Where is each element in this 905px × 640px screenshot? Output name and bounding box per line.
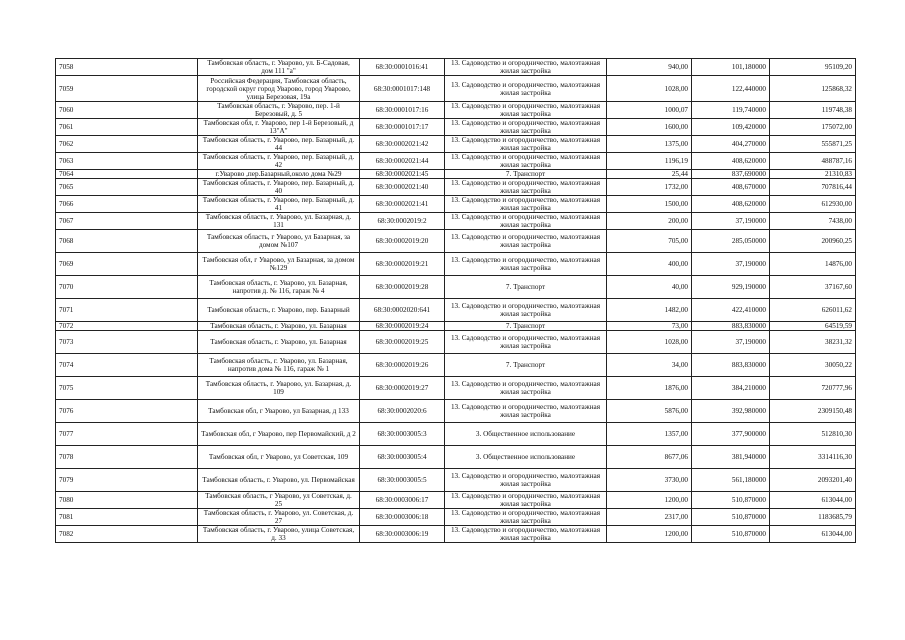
cadastral-number-cell: 68:30:0001017:148 <box>360 76 445 102</box>
row-number: 7082 <box>56 526 198 543</box>
cadastral-value-cell: 64519,59 <box>770 322 856 331</box>
land-use-cell: 13. Садоводство и огородничество, малоэтажная жилая застройка <box>445 153 607 170</box>
cadastral-number-cell: 68:30:0001017:16 <box>360 102 445 119</box>
cadastral-number-cell: 68:30:0003005:3 <box>360 423 445 446</box>
area-cell: 1375,00 <box>607 136 692 153</box>
row-number: 7079 <box>56 469 198 492</box>
cadastral-number-cell: 68:30:0003005:4 <box>360 446 445 469</box>
specific-value-cell: 408,670000 <box>692 179 770 196</box>
specific-value-cell: 37,190000 <box>692 331 770 354</box>
address-cell: Тамбовская область, г. Уварово, ул. Базарная, напротив дома № 116, гараж № 1 <box>198 354 360 377</box>
address-cell: Тамбовская область, г. Уварово, пер. Базарный, д. 41 <box>198 196 360 213</box>
land-use-cell: 13. Садоводство и огородничество, малоэтажная жилая застройка <box>445 253 607 276</box>
row-number: 7073 <box>56 331 198 354</box>
row-number: 7074 <box>56 354 198 377</box>
specific-value-cell: 561,180000 <box>692 469 770 492</box>
area-cell: 1200,00 <box>607 526 692 543</box>
cadastral-value-cell: 1183685,79 <box>770 509 856 526</box>
row-number: 7081 <box>56 509 198 526</box>
cadastral-number-cell: 68:30:0002019:28 <box>360 276 445 299</box>
area-cell: 400,00 <box>607 253 692 276</box>
land-use-cell: 13. Садоводство и огородничество, малоэтажная жилая застройка <box>445 59 607 76</box>
address-cell: Тамбовская область, г. Уварово, ул. Базарная <box>198 331 360 354</box>
cadastral-number-cell: 68:30:0003006:17 <box>360 492 445 509</box>
land-use-cell: 13. Садоводство и огородничество, малоэтажная жилая застройка <box>445 377 607 400</box>
land-use-cell: 13. Садоводство и огородничество, малоэтажная жилая застройка <box>445 196 607 213</box>
cadastral-value-cell: 2309150,48 <box>770 400 856 423</box>
table-row <box>56 423 856 446</box>
land-use-cell: 13. Садоводство и огородничество, малоэтажная жилая застройка <box>445 492 607 509</box>
table-row <box>56 276 856 299</box>
cadastral-value-cell: 30050,22 <box>770 354 856 377</box>
cadastral-number-cell: 68:30:0002021:45 <box>360 170 445 179</box>
specific-value-cell: 122,440000 <box>692 76 770 102</box>
address-cell: Тамбовская область, г Уварово, ул Советская, д. 25 <box>198 492 360 509</box>
area-cell: 1482,00 <box>607 299 692 322</box>
table-row <box>56 446 856 469</box>
address-cell: Тамбовская область, г. Уварово, пер. Базарный, д. 40 <box>198 179 360 196</box>
specific-value-cell: 381,940000 <box>692 446 770 469</box>
table-row <box>56 136 856 153</box>
cadastral-value-cell: 2093201,40 <box>770 469 856 492</box>
cadastral-value-cell: 612930,00 <box>770 196 856 213</box>
address-cell: Тамбовская область, г. Уварово, улица Советская, д. 33 <box>198 526 360 543</box>
specific-value-cell: 510,870000 <box>692 492 770 509</box>
cadastral-value-cell: 720777,96 <box>770 377 856 400</box>
cadastral-number-cell: 68:30:0002019:2 <box>360 213 445 230</box>
cadastral-number-cell: 68:30:0002020:641 <box>360 299 445 322</box>
area-cell: 1028,00 <box>607 76 692 102</box>
cadastral-number-cell: 68:30:0002019:26 <box>360 354 445 377</box>
cadastral-value-cell: 3314116,30 <box>770 446 856 469</box>
table-row <box>56 509 856 526</box>
cadastral-number-cell: 68:30:0002019:25 <box>360 331 445 354</box>
specific-value-cell: 408,620000 <box>692 196 770 213</box>
table-row <box>56 153 856 170</box>
row-number: 7069 <box>56 253 198 276</box>
cadastral-value-cell: 707816,44 <box>770 179 856 196</box>
cadastral-value-cell: 21310,83 <box>770 170 856 179</box>
row-number: 7065 <box>56 179 198 196</box>
address-cell: Тамбовская область, г. Уварово, ул. Первомайская <box>198 469 360 492</box>
table-row <box>56 253 856 276</box>
area-cell: 1732,00 <box>607 179 692 196</box>
cadastral-number-cell: 68:30:0002019:27 <box>360 377 445 400</box>
table-row <box>56 322 856 331</box>
address-cell: Тамбовская область, г. Уварово, пер. Базарный, д. 42 <box>198 153 360 170</box>
row-number: 7075 <box>56 377 198 400</box>
specific-value-cell: 37,190000 <box>692 253 770 276</box>
address-cell: Тамбовская область, г. Уварово, ул. Советская, д. 27 <box>198 509 360 526</box>
specific-value-cell: 392,980000 <box>692 400 770 423</box>
specific-value-cell: 883,830000 <box>692 354 770 377</box>
area-cell: 1200,00 <box>607 492 692 509</box>
land-use-cell: 13. Садоводство и огородничество, малоэтажная жилая застройка <box>445 509 607 526</box>
land-use-cell: 13. Садоводство и огородничество, малоэтажная жилая застройка <box>445 299 607 322</box>
table-row <box>56 119 856 136</box>
cadastral-value-cell: 175072,00 <box>770 119 856 136</box>
area-cell: 25,44 <box>607 170 692 179</box>
land-use-cell: 7. Транспорт <box>445 170 607 179</box>
cadastral-number-cell: 68:30:0002021:42 <box>360 136 445 153</box>
area-cell: 5876,00 <box>607 400 692 423</box>
land-use-cell: 13. Садоводство и огородничество, малоэтажная жилая застройка <box>445 230 607 253</box>
cadastral-value-cell: 555871,25 <box>770 136 856 153</box>
cadastral-value-cell: 119748,38 <box>770 102 856 119</box>
cadastral-number-cell: 68:30:0002021:41 <box>360 196 445 213</box>
row-number: 7080 <box>56 492 198 509</box>
cadastral-value-cell: 14876,00 <box>770 253 856 276</box>
area-cell: 1000,07 <box>607 102 692 119</box>
land-use-cell: 13. Садоводство и огородничество, малоэтажная жилая застройка <box>445 213 607 230</box>
land-use-cell: 13. Садоводство и огородничество, малоэтажная жилая застройка <box>445 469 607 492</box>
address-cell: Тамбовская область, г. Уварово, ул. Б-Садовая, дом 111 "а" <box>198 59 360 76</box>
row-number: 7063 <box>56 153 198 170</box>
address-cell: Российская Федерация, Тамбовская область, городской округ город Уварово, город Уварово, улица Березовая, 19а <box>198 76 360 102</box>
row-number: 7078 <box>56 446 198 469</box>
specific-value-cell: 101,180000 <box>692 59 770 76</box>
table-row <box>56 213 856 230</box>
table-row <box>56 76 856 102</box>
parcel-table <box>55 58 856 543</box>
specific-value-cell: 510,870000 <box>692 509 770 526</box>
cadastral-number-cell: 68:30:0002021:44 <box>360 153 445 170</box>
specific-value-cell: 510,870000 <box>692 526 770 543</box>
table-row <box>56 400 856 423</box>
row-number: 7058 <box>56 59 198 76</box>
cadastral-number-cell: 68:30:0003005:5 <box>360 469 445 492</box>
row-number: 7076 <box>56 400 198 423</box>
row-number: 7060 <box>56 102 198 119</box>
table-row <box>56 354 856 377</box>
address-cell: Тамбовская область, г. Уварово, ул. Базарная, д. 109 <box>198 377 360 400</box>
land-use-cell: 7. Транспорт <box>445 354 607 377</box>
area-cell: 1028,00 <box>607 331 692 354</box>
land-use-cell: 13. Садоводство и огородничество, малоэтажная жилая застройка <box>445 76 607 102</box>
table-row <box>56 59 856 76</box>
row-number: 7059 <box>56 76 198 102</box>
address-cell: Тамбовская область, г. Уварово, ул. Базарная, д. 131 <box>198 213 360 230</box>
land-use-cell: 7. Транспорт <box>445 276 607 299</box>
row-number: 7070 <box>56 276 198 299</box>
area-cell: 705,00 <box>607 230 692 253</box>
area-cell: 940,00 <box>607 59 692 76</box>
address-cell: Тамбовская обл, г Уварово, ул Базарная, за домом №129 <box>198 253 360 276</box>
specific-value-cell: 883,830000 <box>692 322 770 331</box>
cadastral-number-cell: 68:30:0001017:17 <box>360 119 445 136</box>
cadastral-value-cell: 200960,25 <box>770 230 856 253</box>
row-number: 7067 <box>56 213 198 230</box>
address-cell: Тамбовская область, г Уварово, ул Базарная, за домом №107 <box>198 230 360 253</box>
table-row <box>56 299 856 322</box>
land-use-cell: 13. Садоводство и огородничество, малоэтажная жилая застройка <box>445 179 607 196</box>
document-page <box>55 58 855 543</box>
cadastral-value-cell: 512810,30 <box>770 423 856 446</box>
cadastral-number-cell: 68:30:0002021:40 <box>360 179 445 196</box>
cadastral-number-cell: 68:30:0002019:21 <box>360 253 445 276</box>
area-cell: 1600,00 <box>607 119 692 136</box>
cadastral-value-cell: 613044,00 <box>770 526 856 543</box>
cadastral-value-cell: 613044,00 <box>770 492 856 509</box>
table-row <box>56 170 856 179</box>
address-cell: Тамбовская область, г. Уварово, пер. Базарный, д. 44 <box>198 136 360 153</box>
table-row <box>56 377 856 400</box>
row-number: 7068 <box>56 230 198 253</box>
land-use-cell: 13. Садоводство и огородничество, малоэтажная жилая застройка <box>445 136 607 153</box>
cadastral-value-cell: 38231,32 <box>770 331 856 354</box>
table-row <box>56 230 856 253</box>
cadastral-number-cell: 68:30:0003006:19 <box>360 526 445 543</box>
specific-value-cell: 37,190000 <box>692 213 770 230</box>
land-use-cell: 3. Общественное использование <box>445 446 607 469</box>
land-use-cell: 13. Садоводство и огородничество, малоэтажная жилая застройка <box>445 119 607 136</box>
area-cell: 1876,00 <box>607 377 692 400</box>
specific-value-cell: 408,620000 <box>692 153 770 170</box>
cadastral-number-cell: 68:30:0002019:20 <box>360 230 445 253</box>
specific-value-cell: 377,900000 <box>692 423 770 446</box>
table-row <box>56 102 856 119</box>
area-cell: 3730,00 <box>607 469 692 492</box>
address-cell: Тамбовская область, г. Уварово, ул. Базарная <box>198 322 360 331</box>
cadastral-value-cell: 37167,60 <box>770 276 856 299</box>
table-row <box>56 469 856 492</box>
table-row <box>56 179 856 196</box>
table-row <box>56 196 856 213</box>
specific-value-cell: 384,210000 <box>692 377 770 400</box>
land-use-cell: 13. Садоводство и огородничество, малоэтажная жилая застройка <box>445 400 607 423</box>
address-cell: Тамбовская область, г. Уварово, пер. 1-й Березовый, д. 5 <box>198 102 360 119</box>
specific-value-cell: 837,690000 <box>692 170 770 179</box>
row-number: 7071 <box>56 299 198 322</box>
land-use-cell: 13. Садоводство и огородничество, малоэтажная жилая застройка <box>445 331 607 354</box>
cadastral-number-cell: 68:30:0001016:41 <box>360 59 445 76</box>
address-cell: Тамбовская обл, г Уварово, ул Советская, 109 <box>198 446 360 469</box>
land-use-cell: 3. Общественное использование <box>445 423 607 446</box>
address-cell: Тамбовская область, г. Уварово, пер. Базарный <box>198 299 360 322</box>
row-number: 7077 <box>56 423 198 446</box>
area-cell: 1357,00 <box>607 423 692 446</box>
land-use-cell: 13. Садоводство и огородничество, малоэтажная жилая застройка <box>445 526 607 543</box>
land-use-cell: 7. Транспорт <box>445 322 607 331</box>
area-cell: 2317,00 <box>607 509 692 526</box>
area-cell: 40,00 <box>607 276 692 299</box>
cadastral-value-cell: 95109,20 <box>770 59 856 76</box>
specific-value-cell: 285,050000 <box>692 230 770 253</box>
address-cell: Тамбовская область, г. Уварово, ул. Базарная, напротив д. № 116, гараж № 4 <box>198 276 360 299</box>
cadastral-value-cell: 488787,16 <box>770 153 856 170</box>
cadastral-value-cell: 626011,62 <box>770 299 856 322</box>
area-cell: 1500,00 <box>607 196 692 213</box>
area-cell: 8677,06 <box>607 446 692 469</box>
area-cell: 1196,19 <box>607 153 692 170</box>
address-cell: Тамбовская обл, г Уварово, ул Базарная, д 133 <box>198 400 360 423</box>
cadastral-number-cell: 68:30:0002019:24 <box>360 322 445 331</box>
cadastral-number-cell: 68:30:0003006:18 <box>360 509 445 526</box>
row-number: 7062 <box>56 136 198 153</box>
row-number: 7072 <box>56 322 198 331</box>
specific-value-cell: 929,190000 <box>692 276 770 299</box>
specific-value-cell: 404,270000 <box>692 136 770 153</box>
table-row <box>56 526 856 543</box>
land-use-cell: 13. Садоводство и огородничество, малоэтажная жилая застройка <box>445 102 607 119</box>
address-cell: г.Уварово ,пер.Базарный,около дома №29 <box>198 170 360 179</box>
address-cell: Тамбовская обл, г Уварово, пер Первомайский, д 2 <box>198 423 360 446</box>
area-cell: 34,00 <box>607 354 692 377</box>
specific-value-cell: 422,410000 <box>692 299 770 322</box>
specific-value-cell: 119,740000 <box>692 102 770 119</box>
cadastral-value-cell: 7438,00 <box>770 213 856 230</box>
specific-value-cell: 109,420000 <box>692 119 770 136</box>
cadastral-value-cell: 125868,32 <box>770 76 856 102</box>
area-cell: 73,00 <box>607 322 692 331</box>
table-row <box>56 492 856 509</box>
row-number: 7064 <box>56 170 198 179</box>
cadastral-number-cell: 68:30:0002020:6 <box>360 400 445 423</box>
address-cell: Тамбовская обл, г. Уварово, пер 1-й Березовый, д 13"А" <box>198 119 360 136</box>
table-row <box>56 331 856 354</box>
row-number: 7066 <box>56 196 198 213</box>
area-cell: 200,00 <box>607 213 692 230</box>
row-number: 7061 <box>56 119 198 136</box>
